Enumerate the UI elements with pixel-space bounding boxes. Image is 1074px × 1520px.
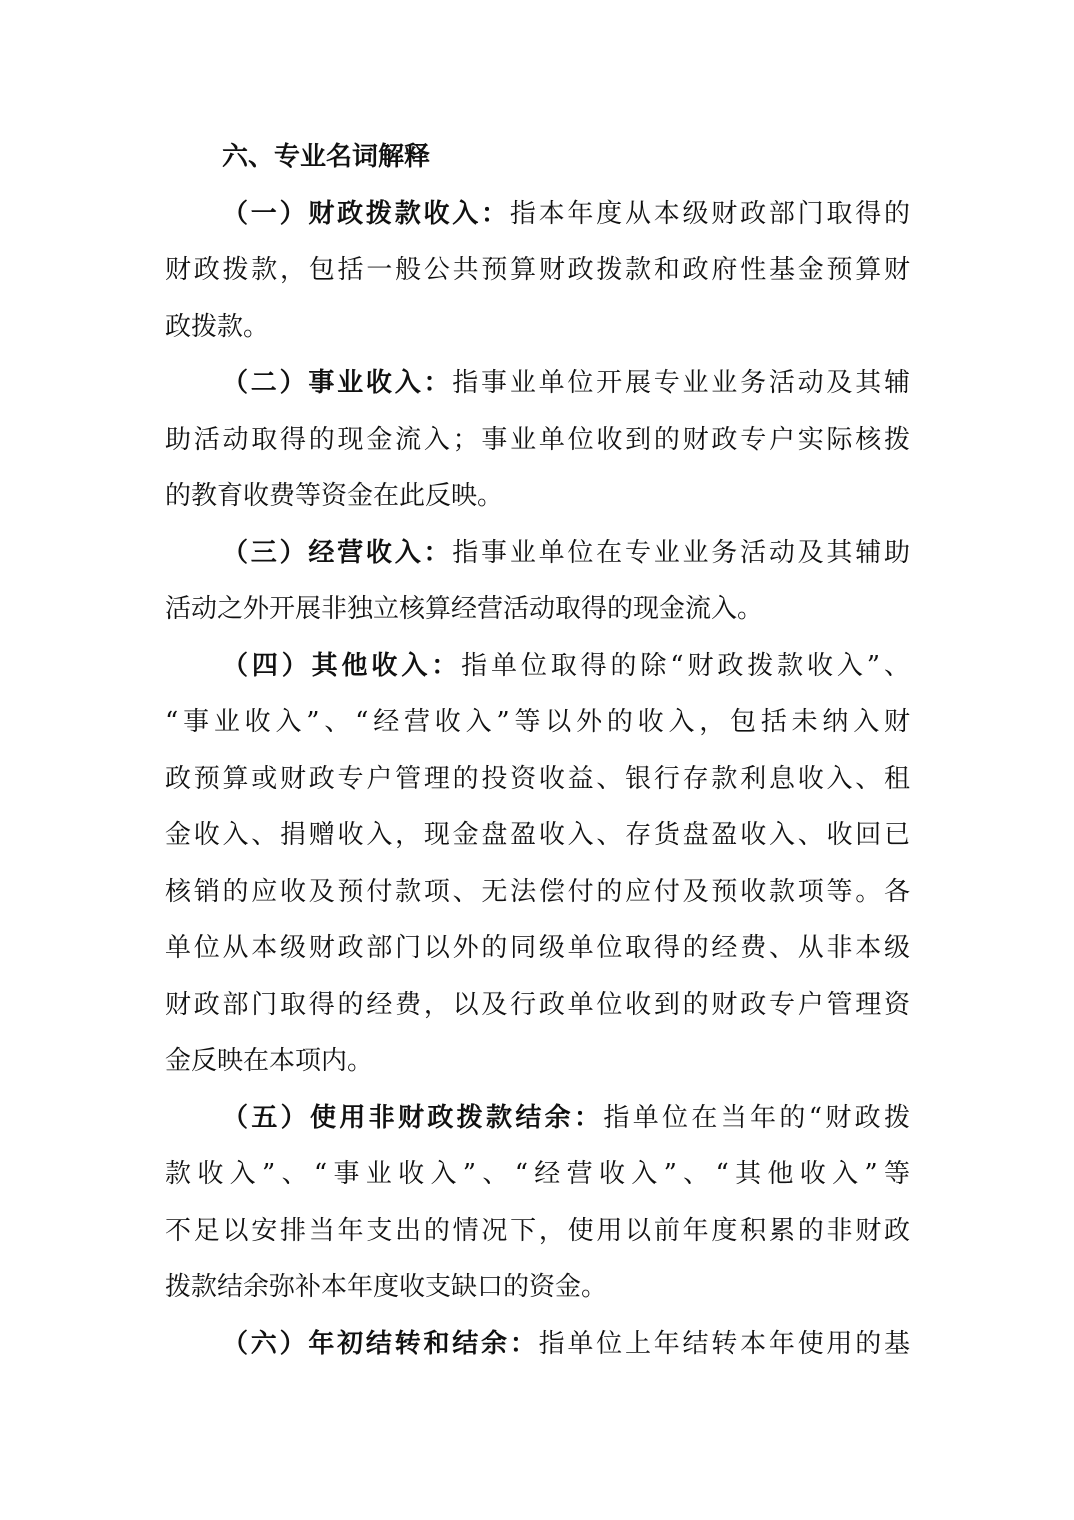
paragraph-line: 政预算或财政专户管理的投资收益、银行存款利息收入、租 bbox=[165, 763, 910, 794]
paragraph-4 bbox=[165, 638, 910, 1090]
paragraph-line bbox=[165, 525, 910, 582]
paragraph-line: 不足以安排当年支出的情况下，使用以前年度积累的非财政 bbox=[165, 1215, 910, 1246]
paragraph-3 bbox=[165, 525, 910, 638]
line-text: 指事业单位在专业业务活动及其辅助 bbox=[452, 537, 910, 568]
term-heading: （一）财政拨款收入： bbox=[222, 198, 510, 229]
paragraph-line bbox=[165, 1316, 910, 1373]
paragraph-line: 财政拨款，包括一般公共预算财政拨款和政府性基金预算财 bbox=[165, 255, 910, 285]
paragraph-line: 拨款结余弥补本年度收支缺口的资金。 bbox=[165, 1272, 608, 1302]
paragraph-line: 政拨款。 bbox=[165, 311, 270, 342]
line-text: 指单位在当年的“财政拨 bbox=[603, 1102, 910, 1133]
paragraph-line: 核销的应收及预付款项、无法偿付的应付及预收款项等。各 bbox=[165, 876, 910, 907]
document-page bbox=[165, 129, 910, 1372]
paragraph-line bbox=[165, 638, 910, 695]
paragraph-line: 的教育收费等资金在此反映。 bbox=[165, 481, 504, 511]
term-heading: （二）事业收入： bbox=[222, 368, 453, 398]
paragraph-line: 款收入”、“事业收入”、“经营收入”、“其他收入”等 bbox=[165, 1159, 910, 1189]
paragraph-line bbox=[165, 355, 910, 412]
section-title: 六、专业名词解释 bbox=[222, 142, 431, 172]
line-text: 指本年度从本级财政部门取得的 bbox=[509, 198, 910, 229]
paragraph-line: “事业收入”、“经营收入”等以外的收入，包括未纳入财 bbox=[165, 707, 910, 737]
paragraph-6 bbox=[165, 1316, 910, 1373]
term-heading: （四）其他收入： bbox=[222, 650, 462, 681]
paragraph-line: 活动之外开展非独立核算经营活动取得的现金流入。 bbox=[165, 594, 764, 624]
term-heading: （三）经营收入： bbox=[222, 537, 453, 568]
paragraph-2 bbox=[165, 355, 910, 525]
paragraph-line: 单位从本级财政部门以外的同级单位取得的经费、从非本级 bbox=[165, 933, 910, 963]
paragraph-line: 金收入、捐赠收入，现金盘盈收入、存货盘盈收入、收回已 bbox=[165, 820, 910, 850]
term-heading: （六）年初结转和结余： bbox=[222, 1328, 539, 1359]
line-text: 指单位上年结转本年使用的基 bbox=[538, 1328, 910, 1359]
paragraph-line bbox=[165, 186, 910, 243]
paragraph-line: 助活动取得的现金流入；事业单位收到的财政专户实际核拨 bbox=[165, 424, 910, 455]
line-text: 指单位取得的除“财政拨款收入”、 bbox=[461, 650, 910, 681]
paragraph-line: 财政部门取得的经费，以及行政单位收到的财政专户管理资 bbox=[165, 989, 910, 1020]
term-heading: （五）使用非财政拨款结余： bbox=[222, 1102, 604, 1133]
paragraph-line bbox=[165, 1090, 910, 1147]
line-text: 指事业单位开展专业业务活动及其辅 bbox=[452, 368, 910, 398]
paragraph-1 bbox=[165, 186, 910, 356]
paragraph-line: 金反映在本项内。 bbox=[165, 1046, 374, 1076]
paragraph-5 bbox=[165, 1090, 910, 1316]
